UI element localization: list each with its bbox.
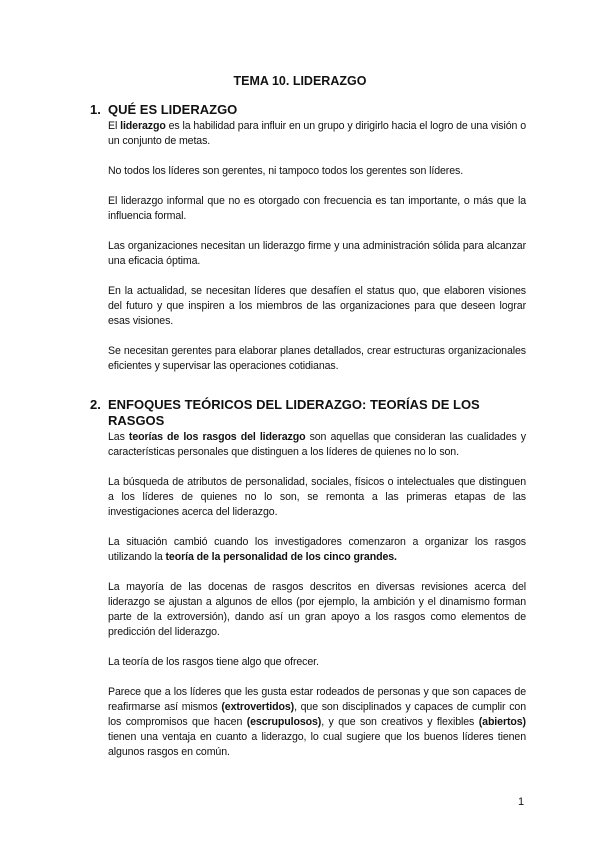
text-run: son aquellas que consideran las cualidades y características personales que distinguen a los líderes de quienes no lo son. [108,431,527,458]
paragraph [108,535,526,565]
text-run: , y que son creativos y flexibles [321,716,479,728]
paragraph [108,475,526,520]
bold-term: (escrupulosos) [246,716,322,728]
paragraph [108,164,526,179]
text-run: No todos los líderes son gerentes, ni tampoco todos los gerentes son líderes. [108,165,464,177]
text-run: La mayoría de las docenas de rasgos descritos en diversas revisiones acerca del liderazgo se ajustan a algunos de ellos (por ejemplo, la ambición y el dinamismo forman parte de la extroversión), dando así un gran apoyo a los rasgos como elementos de predicción del liderazgo. [108,581,526,638]
text-run: La situación cambió cuando los investigadores comenzaron a organizar los rasgos utilizando la [108,536,526,563]
text-run: , que son disciplinados y capaces de cumplir con los compromisos que hacen [108,701,526,728]
section-que-es-liderazgo [90,102,526,389]
paragraph [108,655,526,670]
section-teorias-de-los-rasgos [90,397,527,775]
text-run: La teoría de los rasgos tiene algo que ofrecer. [108,656,319,668]
text-run: La búsqueda de atributos de personalidad, sociales, físicos o intelectuales que distinguen a los líderes de quienes no lo son, se remonta a las primeras etapas de las investigaciones acerca del liderazgo. [108,476,526,518]
section-number: 1. [90,102,101,117]
bold-term: teoría de la personalidad de los cinco grandes. [165,551,397,563]
text-run: Se necesitan gerentes para elaborar planes detallados, crear estructuras organizacionales eficientes y supervisar las operaciones cotidianas. [108,345,526,372]
paragraph [108,344,526,374]
bold-term: (abiertos) [478,716,526,728]
text-run: Las [108,431,129,443]
text-run: El [108,120,121,132]
section-heading [90,397,526,429]
section-title: QUÉ ES LIDERAZGO [108,102,238,117]
paragraph [108,580,526,640]
section-heading [90,102,526,118]
text-run: tienen una ventaja en cuanto a liderazgo, lo cual sugiere que los buenos líderes tienen algunos rasgos en común. [108,731,526,758]
paragraph [108,430,526,460]
paragraph [108,119,526,149]
section-body [108,119,526,374]
text-run: Parece que a los líderes que les gusta estar rodeados de personas y que son capaces de reafirmarse así mismos [108,686,526,713]
bold-term: (extrovertidos) [221,701,295,713]
page-number: 1 [518,796,525,808]
bold-term: teorías de los rasgos del liderazgo [128,431,306,443]
text-run: Las organizaciones necesitan un liderazgo firme y una administración sólida para alcanzar una eficacia óptima. [108,240,526,267]
text-run: En la actualidad, se necesitan líderes que desafíen el status quo, que elaboren visiones del futuro y que inspiren a los miembros de las organizaciones para que deseen lograr esas visiones. [108,285,526,327]
paragraph [108,685,526,760]
section-number: 2. [90,397,101,412]
text-run: El liderazgo informal que no es otorgado con frecuencia es tan importante, o más que la influencia formal. [108,195,526,222]
document-title: TEMA 10. LIDERAZGO [233,74,367,88]
paragraph [108,284,526,329]
section-body [108,430,526,760]
paragraph [108,194,526,224]
bold-term: liderazgo [120,120,166,132]
text-run: es la habilidad para influir en un grupo y dirigirlo hacia el logro de una visión o un conjunto de metas. [108,120,526,147]
section-title: ENFOQUES TEÓRICOS DEL LIDERAZGO: TEORÍAS DE LOS RASGOS [108,397,480,428]
paragraph [108,239,526,269]
